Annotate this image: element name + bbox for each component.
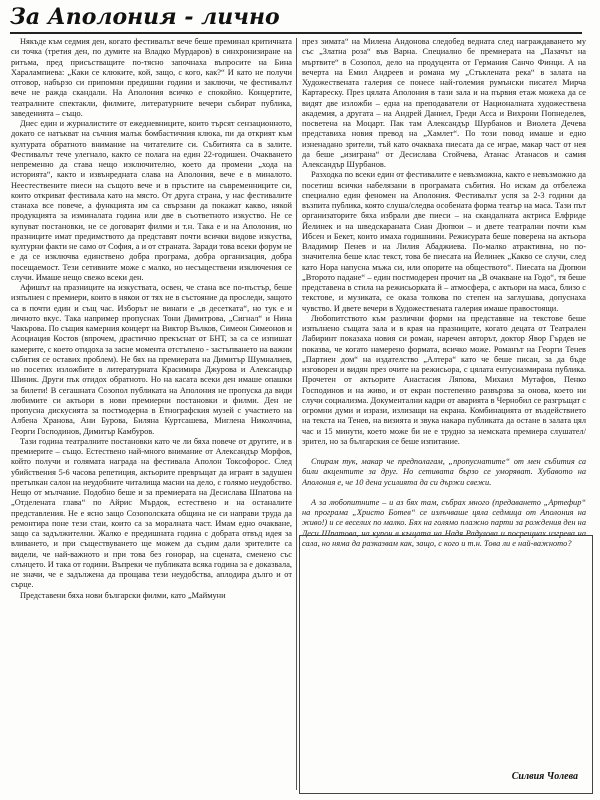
box-paragraph-1: Спирам тук, макар че предполагам, „пропуснатите“ от мен събития са били акцентите за друг. Но сетивата бързо се уморяват. Хубавото на Аполония е, че 10 дена усилията да си държи свежи. xyxy=(302,457,586,487)
title-rule xyxy=(10,32,582,34)
right-paragraph-1: през зимата“ на Милена Андонова следобед ведната след награждаването му със „Златна роза“ във Варна. Специално бе премиерата на „Пазачът на мъртвите“ в Созопол, дело на продуцента от Германия Санчо Финци. А на вечерта на Емил Андреев и романа му „Стъклената река“ в залата на Художествената галерия се понесе най-големия румънски писател Мирча Картареску. През цялата Аполония в тази зала и на първия етаж можеха да се видят две изложби – една на преподаватели от Националната художествена академия, а другата – на Андрей Даниел, Греди Асса и Вихрони Попнеделев, посветена на Моцарт. Пак там Александър Шурбанов и Виолета Дечева представиха новия превод на „Хамлет“. По този повод имаше и едно изненадано зрители, тъй като очакваха пиесата да се играе, макар част от нея да беше „изиграна“ от Десислава Стойчева, Атанас Атанасов и самия Александър Шурбанов. xyxy=(302,37,586,169)
left-paragraph-4: Тази година театралните постановки като че ли бяха повече от другите, и в премиерите – също. Естествено най-много внимание от Александър Морфов, който получи и голямата награда на фестивала Аполон Токсофорос. След убийствения 5-6 часова репетиция, актьорите превръщат да играят в задушен претъпкан салон на неудобните читалища масни на дело, с голямо неудобство. Нещо от мълчание. Подобно беше и за премиерата на Десислава Шпатова на „Отделената глава“ по Айрис Мърдок, естествено и на останалите представления. Не е ясно защо Созополската община не си направи труда да ремонтира поне тези стаи, които са за моралната част. Имам едно очакване, защо са задължителни. Жалко е предишната година с добрата отвъд идея за вливането, и при съществуването ще можем да съдим дали зрителите са видели, че най-важното и при това без гонорар, на сцената, сменено със слънцето. И така от години. Въпреки че публиката всяка година за е доказвала, не значи, че е задължена да прощава тези неудобства, аплодира дълго и от сърце. xyxy=(11,436,292,590)
author-signature: Силвия Чолева xyxy=(511,771,578,782)
column-divider xyxy=(296,38,297,790)
box-paragraph-2: А за любопитните – и аз бях там, събрах много (предаването „Артефир“ на програма „Христо Ботев“ се излъчваше цяла седмица от Аполония на живо!) и се веселих по малко. Бях на голямо плажно парти за рождения ден на Деси Шпатова, на купон в къщата на Надя Радулова и посрещнах изгрева на сала, но няма да разказвам как, защо, с кого и т.н. Това ли е най-важното? xyxy=(302,497,586,548)
left-paragraph-1: Някъде към седмия ден, когато фестивалът вече беше преминал критичната си точка (третия ден, по думите на Владко Мурдаров) в синхронизиране на ритъма, пред присъстващите по-тясно започнаха въпросите на Бина Харалампиева: „Каки се клюките, кой, защо, с кого, как?“ И като не получи отговор, набързо си припомни предишни години и заключи, че фестивалът вече не ражда скандали. На Аполония всичко е спокойно. Концертите, театралните спектакли, филмите, литературните вечери събират публика, заведенията – също. xyxy=(11,37,292,118)
box-spacer-2 xyxy=(302,488,586,498)
left-paragraph-5: Представени бяха нови български филми, като „Маймуни xyxy=(20,590,226,600)
left-paragraph-2: Днес един и журналистите от ежедневниците, които търсят сензационното, докато се натъкват на съчния малък бомбастичния клюкa, пи да открият към културата обратното внимание на читателите си. Събитията са в залите. Фестивалът тече улегнало, както се полага на един 22-годишен. Очакването непременно да става нещо изключително, което да промени „хода на историята“, както и извънредната слава на Аполония, вече е в миналото. Неестествените пиеси на същото вече и в пръстите на съвременниците си, които откриват фестивала като на място. От друга страна, у нас фестивалите станаха все повече, а функцията им са свързани да покажат какво, някой продукцията за изминалата година или две в съответното изкуство. Не се купуват постановки, не се договарят филми и т.н. Така е и на Аполония, но празниците имат предимството да представят почти всички видове изкуства, културни факти не само от София, а и от страната. Заради това всеки форум не е да се изключва единствено добра програма, добра организация, добра посещаемост. Тези сетивните може с малко, но несъществени изключения се случи. Имаше нещо свежо всеки ден. xyxy=(11,119,292,282)
article-title: За Аполония - лично xyxy=(10,4,280,30)
box-spacer xyxy=(302,447,586,457)
closing-box-frame xyxy=(299,535,593,794)
left-column xyxy=(11,37,292,797)
right-paragraph-3: Любопитството към различни форми на представяне на текстове беше изпълнено същата зала и в края на празниците, когато децата от Театрален Лабиринт показаха новия си роман, наречен авторът, доктор Явор Гърдев не показва, че когато намерено формата, всичко може. Романът на Георги Тенев „Партиен дом“ на издателство „Алтера“ като че беше писан, за да бъде изговорен и видян през очите на режисьора, с цялата ентусиазмирана публика. Прочетен от актьорите Анастасия Ляпова, Михаил Мутафов, Пенко Господинов и на живо, и от екран постепенно развързва за онова, което ни случи социализма. Документални кадри от аварията в Чернобил се разгръщат с огромни думи и изрази, излизащи на екрана. Комбинацията от въздействието на текста на Тенев, на визията и звука накара публиката да остане в залата цял час и 15 минути, което може би не е трудно за немската премиера слушател/зрител, но за българския се беше изпитание. xyxy=(302,313,586,446)
left-paragraph-3: Афишът на празниците на изкуствата, освен, че стана все по-пъстър, беше изпълнен с премиери, които в някои от тях не в състояние да проследи, защото са в почти един и същ час. Изборът не винаги е „в десетката“, но тук е и личното вкус. Така например пропуснах Тони Димитрова, „Сигнал“ и Нина Чакърова. По същия камерния концерт на Виктор Вълков, Симеон Симеонов и Асоциация Костов (впрочем, драстично прекъснат от БНТ, за са се изпишат камерите, с което отидоха за засне момента отстъпено - застъпването на важни събития се оставих проблем). Не бях на премиерата на Димитър Шумналиев, но посетих изложбите в литературната Красимира Джурова и Александър Шиник. Други пък отидох обратното. Но на касата всеки ден имаше опашки за билети! В сегашната Созопол публиката на Аполония не пропуска да види любимите си актьори в нови премиерни постановки и филми. Ден не пропусна дискусията за постмодерна в Етнографския музей с участието на Албена Хранова, Ани Бурова, Биляна Куртсашева, Миглена Николчина, Георги Господинов, Димитър Камбуров. xyxy=(11,283,292,436)
right-paragraph-2: Разходка по всеки един от фестивалите е невъзможна, както е невъзможно да посетиш всички набелязани в програмата събития. Но искам да отбележа специално един феномен на Аполония. Фестивалът успя за 2-3 години да възпита публика, която слуша/следва особената форма театър на маса. Тази път организаторите бяха избрали две пиеси – на скандалната актриса Елфриде Йелинек и на шведскараната Сиан Дюпюи – и двете театрални почти към Ибсен и Бекет, които имаха годишнини. Режисурата беше поверена на актьора Владимир Пенев и на Лилия Абаджиева. По-малко атрактивна, но по-значителна беше клас текст, това бе пиесата на Йелинек „Какво се случи, след като Нора напусна мъжа си, или опорите на обществото“. Пиесата на Дюпюи „Второто падане“ – един постмодерен прочит на „В очакване на Годо“, тя беше представена в стила на режисьорката й – атмосфера, с актьори на маса, близо с текстове, и музиката, се оказа толкова по степен на заглушава, допуснаха чувство. И двете вечери в Художествената галерия имаше правостоящи. xyxy=(302,170,586,313)
